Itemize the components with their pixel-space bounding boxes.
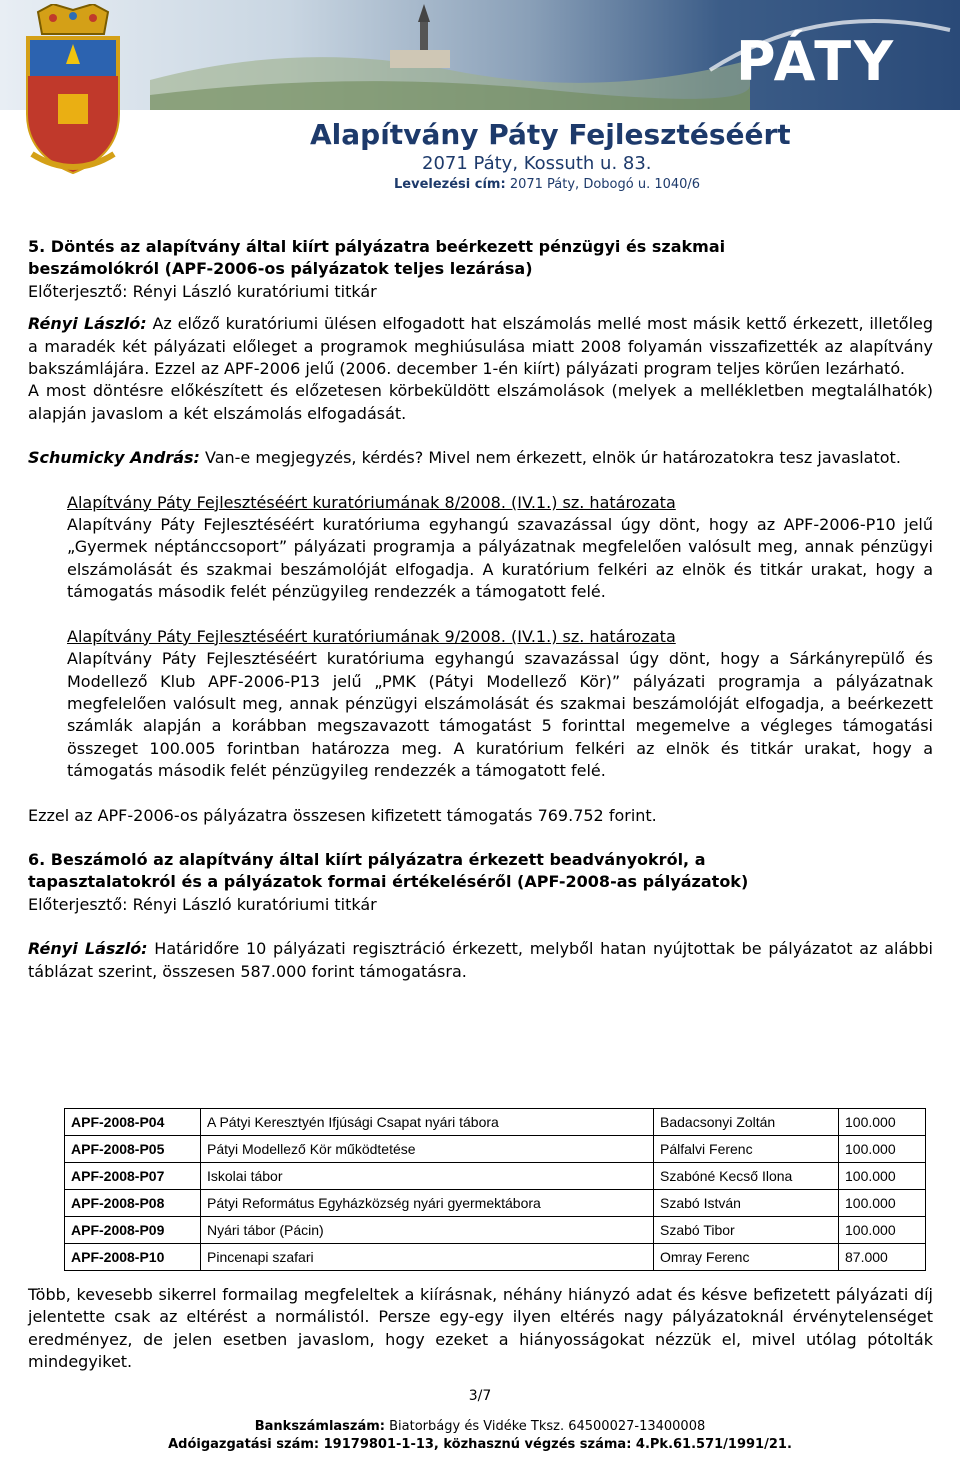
applicant-name: Omray Ferenc bbox=[654, 1244, 839, 1271]
application-code: APF-2008-P07 bbox=[65, 1163, 201, 1190]
applications-table bbox=[64, 1108, 926, 1271]
application-amount: 100.000 bbox=[839, 1190, 926, 1217]
postal-address bbox=[394, 176, 830, 194]
table-row bbox=[65, 1190, 926, 1217]
application-amount: 100.000 bbox=[839, 1217, 926, 1244]
tax-label: Adóigazgatási szám: bbox=[168, 1437, 320, 1452]
speech-text: Az előző kuratóriumi ülésen elfogadott hat elszámolás mellé most másik kettő érkezett, illetőleg a maradék két pályázati előleget a programok meghiúsulása miatt 2008 folyamán visszafizették az alapítvány bakszámlájára. Ezzel az APF-2006 jelű (2006. december 1-én kiírt) pályázati program teljes körűen lezárható. bbox=[28, 314, 934, 379]
bank-account-line bbox=[0, 1418, 960, 1436]
application-title: Pincenapi szafari bbox=[201, 1244, 654, 1271]
applicant-name: Szabó István bbox=[654, 1190, 839, 1217]
application-code: APF-2008-P04 bbox=[65, 1109, 201, 1136]
section5-heading-line1: 5. Döntés az alapítvány által kiírt pályázatra beérkezett pénzügyi és szakmai bbox=[28, 237, 726, 256]
header-banner bbox=[0, 0, 960, 110]
section6-heading-line1: 6. Beszámoló az alapítvány által kiírt pályázatra érkezett beadványokról, a bbox=[28, 849, 706, 869]
landscape-illustration bbox=[150, 0, 750, 110]
resolution1-title: Alapítvány Páty Fejlesztéséért kuratóriumának 8/2008. (IV.1.) sz. határozata bbox=[67, 492, 676, 512]
speech-text: Van-e megjegyzés, kérdés? Mivel nem érkezett, elnök úr határozatokra tesz javaslatot. bbox=[199, 448, 901, 468]
organization-address: 2071 Páty, Kossuth u. 83. bbox=[422, 153, 652, 174]
speaker-name: Rényi László: bbox=[28, 314, 147, 334]
coat-of-arms-icon bbox=[18, 4, 128, 176]
section6-heading-line2: tapasztalatokról és a pályázatok formai értékeléséről (APF-2008-as pályázatok) bbox=[28, 872, 749, 892]
application-code: APF-2008-P08 bbox=[65, 1190, 201, 1217]
application-amount: 87.000 bbox=[839, 1244, 926, 1271]
resolution2-text: Alapítvány Páty Fejlesztéséért kuratóriuma egyhangú szavazással úgy dönt, hogy a Sárkányrepülő és Modellező Klub APF-2006-P13 jelű „PMK (Pátyi Modellező Kör)” pályázati programja a pályázatnak megfelelően valósult meg, annak pénzügyi elszámolását és szakmai beszámolóját elfogadja, a beérkezett számlák alapján a korábban megszavazott támogatást 5 forinttal megemelve a végleges támogatási összeget 100.005 forintban határozza meg. A kuratórium felkéri az elnök és titkár urakat, hogy a támogatás második felét pénzügyileg rendezzék a támogatott felé. bbox=[67, 649, 933, 781]
tax-id-line bbox=[0, 1436, 960, 1454]
logo-text: PÁTY bbox=[736, 30, 897, 93]
section5-presenter: Előterjesztő: Rényi László kuratóriumi titkár bbox=[28, 281, 377, 301]
section6-presenter: Előterjesztő: Rényi László kuratóriumi titkár bbox=[28, 894, 377, 914]
letterhead bbox=[310, 118, 830, 194]
application-title: A Pátyi Keresztyén Ifjúsági Csapat nyári tábora bbox=[201, 1109, 654, 1136]
speaker-name: Schumicky András: bbox=[28, 448, 200, 468]
table-row bbox=[65, 1217, 926, 1244]
speech-text: Határidőre 10 pályázati regisztráció érkezett, melyből hatan nyújtottak be pályázatot az alábbi táblázat szerint, összesen 587.000 forint támogatásra. bbox=[28, 939, 934, 981]
table-row bbox=[65, 1163, 926, 1190]
section5-summary: Ezzel az APF-2006-os pályázatra összesen kifizetett támogatás 769.752 forint. bbox=[28, 805, 657, 825]
table-row bbox=[65, 1244, 926, 1271]
bank-label: Bankszámlaszám: bbox=[254, 1419, 385, 1434]
application-amount: 100.000 bbox=[839, 1136, 926, 1163]
application-title: Pátyi Modellező Kör működtetése bbox=[201, 1136, 654, 1163]
table-row bbox=[65, 1136, 926, 1163]
application-title: Nyári tábor (Pácin) bbox=[201, 1217, 654, 1244]
speaker-name: Rényi László: bbox=[28, 939, 148, 959]
applicant-name: Badacsonyi Zoltán bbox=[654, 1109, 839, 1136]
tax-value: 19179801-1-13, közhasznú végzés száma: 4.Pk.61.571/1991/21. bbox=[319, 1437, 792, 1452]
postal-value: 2071 Páty, Dobogó u. 1040/6 bbox=[509, 177, 701, 192]
section6-speech bbox=[28, 938, 933, 983]
applicant-name: Pálfalvi Ferenc bbox=[654, 1136, 839, 1163]
section5-heading-line2: beszámolókról (APF-2006-os pályázatok teljes lezárása) bbox=[28, 259, 533, 279]
section5-speech2: A most döntésre előkészített és előzetesen körbeküldött elszámolások (melyek a mellékletben megtalálhatók) alapján javaslom a két elszámolás elfogadását. bbox=[28, 381, 933, 423]
applicant-name: Szabó Tibor bbox=[654, 1217, 839, 1244]
application-code: APF-2008-P09 bbox=[65, 1217, 201, 1244]
application-title: Pátyi Református Egyházközség nyári gyermektábora bbox=[201, 1190, 654, 1217]
table-row bbox=[65, 1109, 926, 1136]
application-code: APF-2008-P10 bbox=[65, 1244, 201, 1271]
postal-label: Levelezési cím: bbox=[394, 177, 506, 192]
section5-speech1 bbox=[28, 313, 933, 380]
application-title: Iskolai tábor bbox=[201, 1163, 654, 1190]
bank-value: Biatorbágy és Vidéke Tksz. 64500027-13400008 bbox=[385, 1419, 706, 1434]
application-code: APF-2008-P05 bbox=[65, 1136, 201, 1163]
resolution2-title: Alapítvány Páty Fejlesztéséért kuratóriumának 9/2008. (IV.1.) sz. határozata bbox=[67, 626, 676, 646]
footer bbox=[0, 1418, 960, 1454]
page-number: 3/7 bbox=[468, 1388, 492, 1404]
resolution1-text: Alapítvány Páty Fejlesztéséért kuratóriuma egyhangú szavazással úgy dönt, hogy az APF-2006-P10 jelű „Gyermek néptánccsoport” pályázati programja a pályázatnak megfelelően valósult meg, annak pénzügyi elszámolását és szakmai beszámolóját elfogadja. A kuratórium felkéri az elnök és titkár urakat, hogy a támogatás második felét pénzügyileg rendezzék a támogatott felé. bbox=[67, 515, 933, 602]
organization-name: Alapítvány Páty Fejlesztéséért bbox=[310, 118, 791, 151]
applicant-name: Szabóné Kecső Ilona bbox=[654, 1163, 839, 1190]
document-body bbox=[28, 236, 933, 983]
application-amount: 100.000 bbox=[839, 1109, 926, 1136]
closing-paragraph: Több, kevesebb sikerrel formailag megfeleltek a kiírásnak, néhány hiányzó adat és késve befizetett pályázati díj jelentette csak az eltérést a normálistól. Persze egy-egy ilyen eltérés nagy pályázatoknál érvénytelenséget eredményez, de jelen esetben javaslom, hogy ezeket a hiányosságokat nézzük el, mivel utólag pótolták mindegyiket. bbox=[28, 1285, 933, 1372]
application-amount: 100.000 bbox=[839, 1163, 926, 1190]
section5-speech3 bbox=[28, 447, 933, 469]
